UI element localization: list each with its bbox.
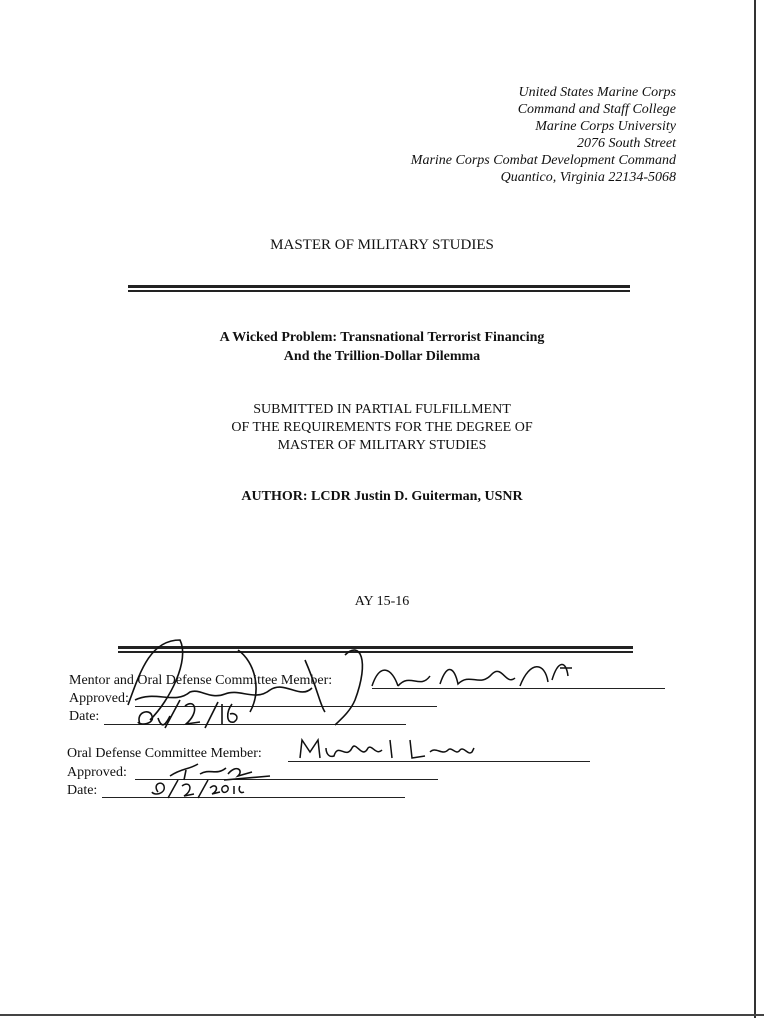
oral-defense-member-line	[288, 761, 590, 762]
paper-title-line: A Wicked Problem: Transnational Terrorist Financing	[219, 330, 545, 345]
oral-defense-approved-label: Approved:	[67, 765, 127, 780]
mentor-date-line	[104, 724, 406, 725]
scan-edge-bottom	[0, 1014, 764, 1016]
mentor-date-label: Date:	[69, 709, 100, 724]
mentor-approved-label: Approved:	[69, 691, 129, 706]
paper-title	[0, 328, 764, 366]
paper-title-line: And the Trillion-Dollar Dilemma	[283, 349, 481, 364]
oral-defense-date-line	[102, 797, 405, 798]
oral-defense-approved-line	[135, 779, 438, 780]
oral-defense-date-label: Date:	[67, 783, 98, 798]
divider-rule-top	[128, 285, 630, 292]
submission-statement	[0, 401, 764, 455]
address-line: Marine Corps University	[535, 119, 676, 134]
author-line: AUTHOR: LCDR Justin D. Guiterman, USNR	[241, 489, 523, 504]
academic-year: AY 15-16	[354, 594, 410, 609]
submission-line: SUBMITTED IN PARTIAL FULFILLMENT	[253, 402, 511, 417]
submission-line: OF THE REQUIREMENTS FOR THE DEGREE OF	[231, 420, 533, 435]
mentor-member-line	[372, 688, 665, 689]
address-line: Marine Corps Combat Development Command	[410, 153, 676, 168]
submission-line: MASTER OF MILITARY STUDIES	[277, 438, 487, 453]
scan-edge-right	[754, 0, 756, 1018]
institution-address	[411, 84, 676, 186]
oral-defense-member-label: Oral Defense Committee Member:	[67, 746, 262, 761]
address-line: United States Marine Corps	[518, 85, 676, 100]
address-line: Command and Staff College	[517, 102, 676, 117]
degree-title: MASTER OF MILITARY STUDIES	[270, 237, 494, 253]
mentor-approved-line	[135, 706, 437, 707]
mentor-member-label: Mentor and Oral Defense Committee Member:	[69, 673, 333, 688]
address-line: 2076 South Street	[576, 136, 676, 151]
address-line: Quantico, Virginia 22134-5068	[500, 170, 676, 185]
divider-rule-bottom	[118, 646, 633, 653]
